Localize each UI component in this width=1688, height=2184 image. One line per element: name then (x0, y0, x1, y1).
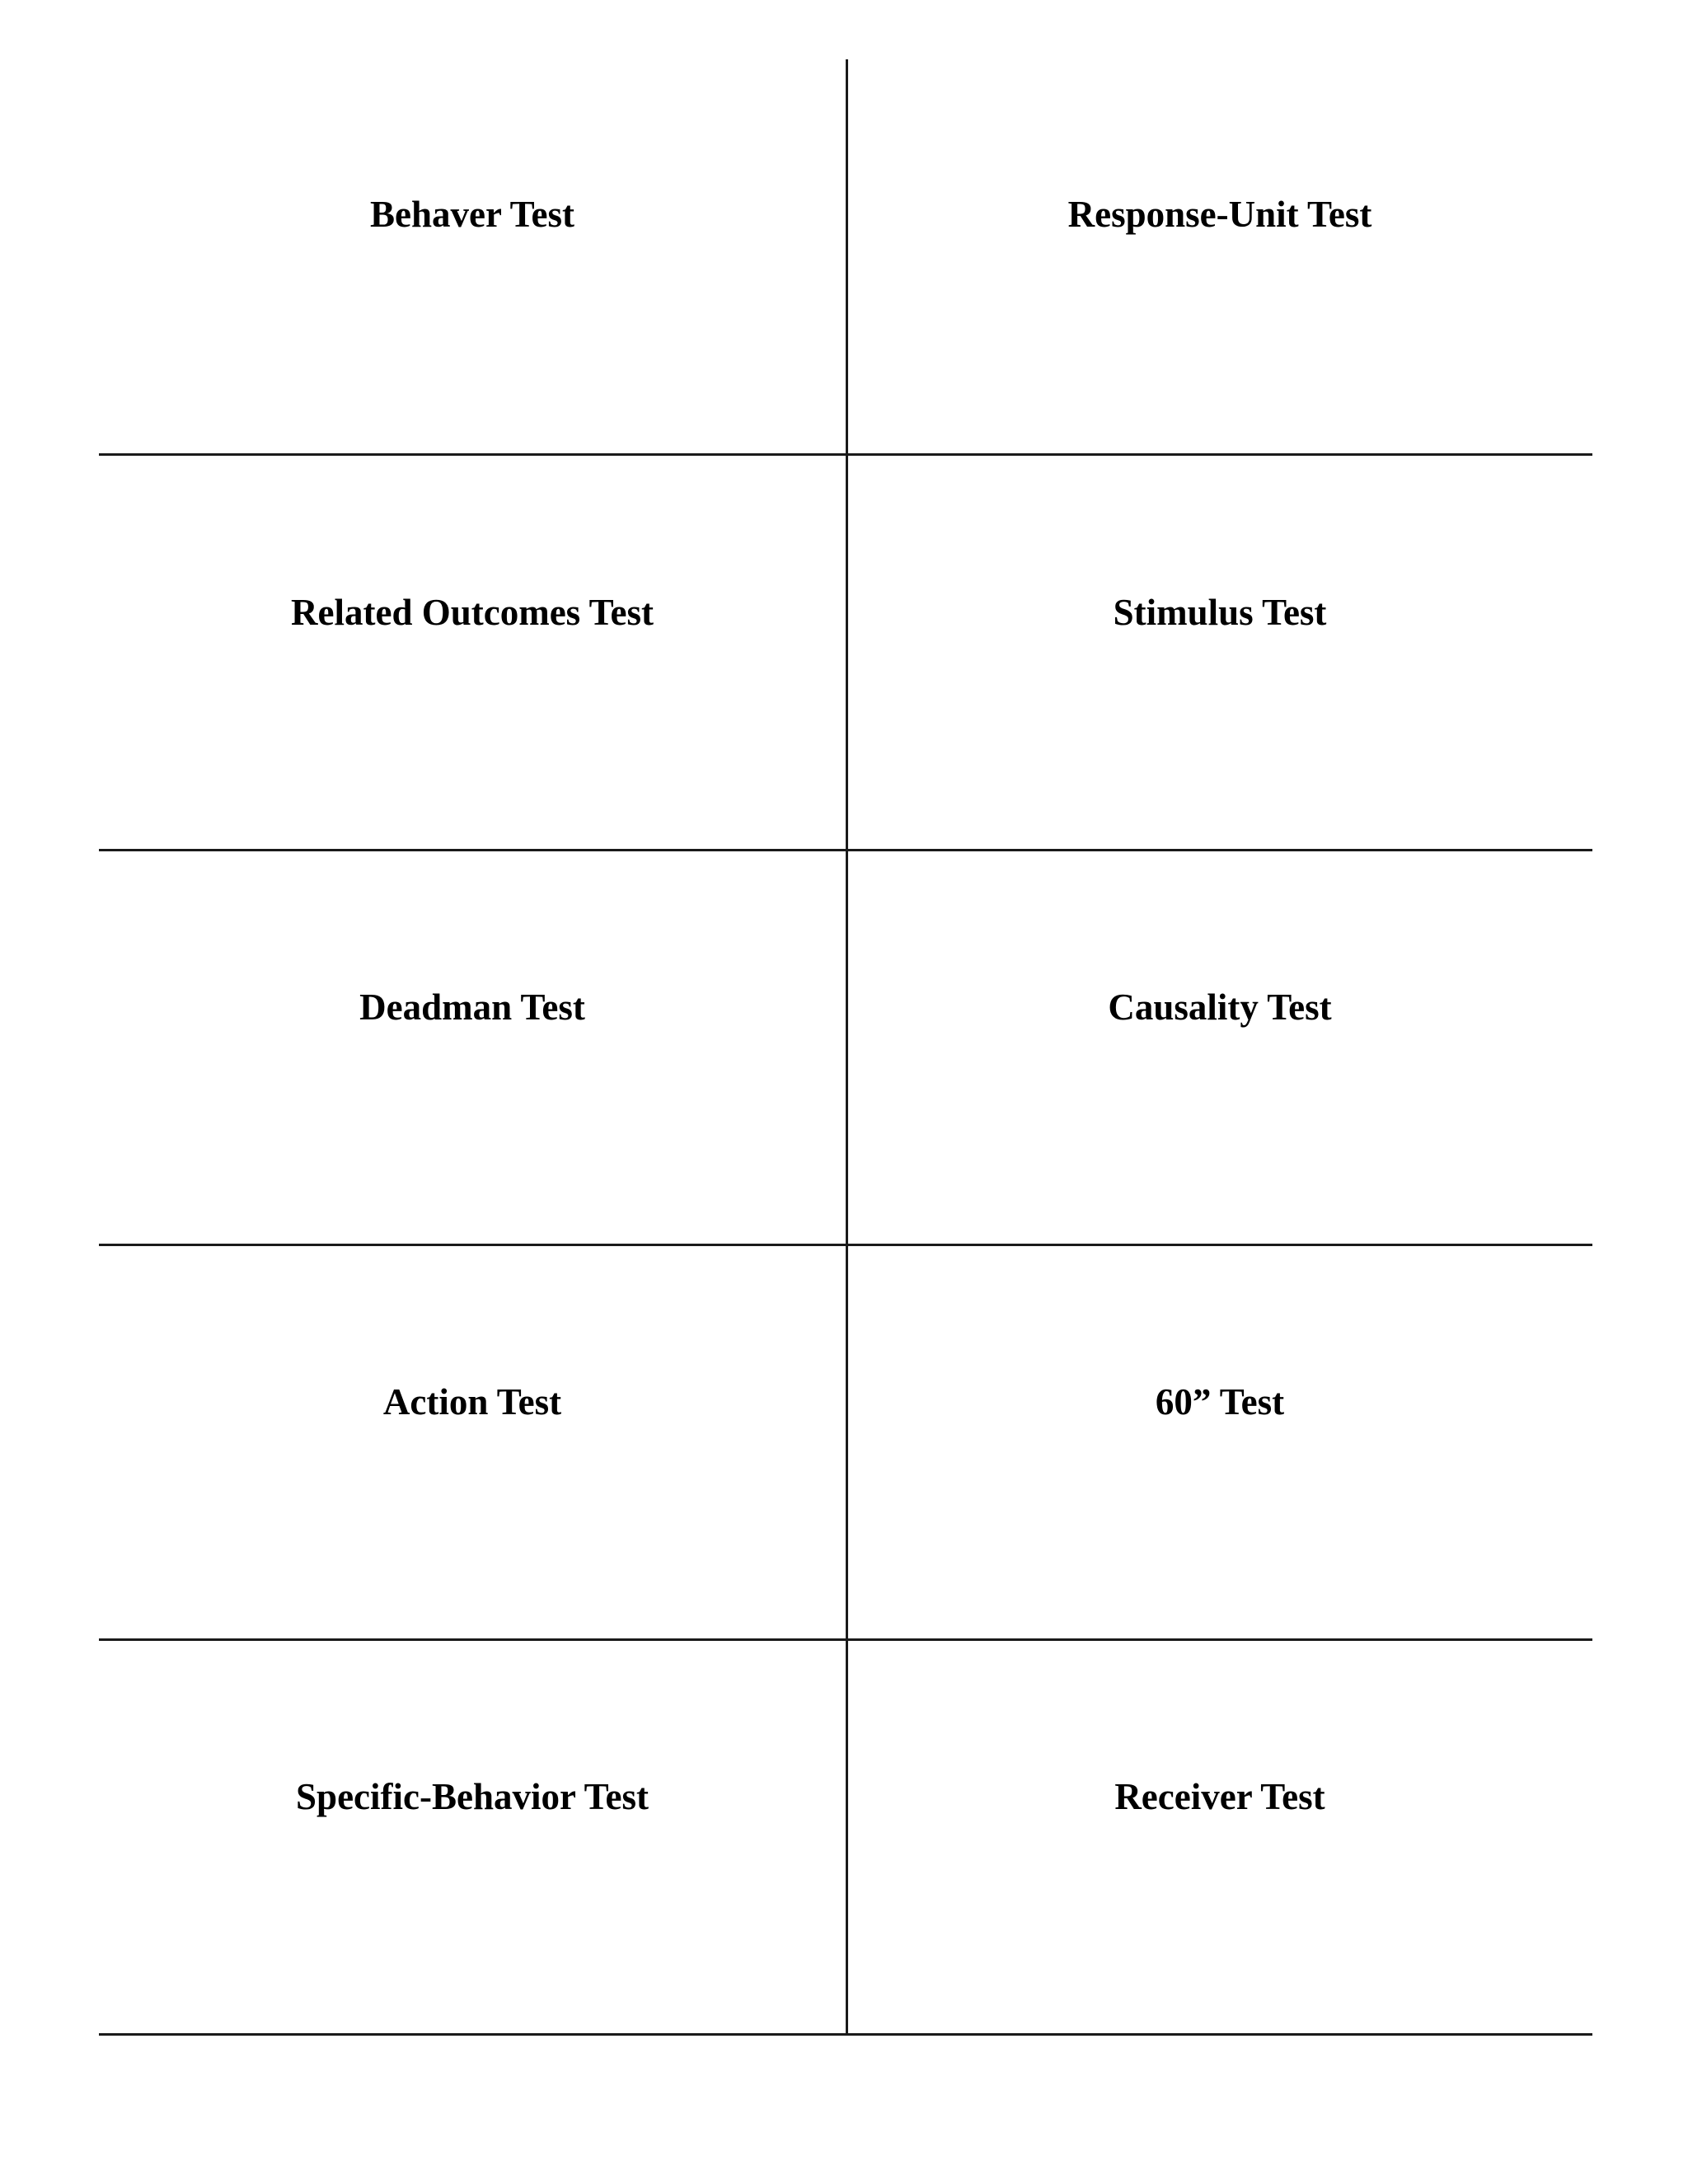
card-label-response-unit-test: Response-Unit Test (1067, 194, 1372, 235)
vertical-divider (846, 59, 848, 2035)
horizontal-divider-2 (99, 849, 1592, 851)
card-label-deadman-test: Deadman Test (359, 987, 585, 1028)
card-label-action-test: Action Test (382, 1381, 562, 1422)
card-label-specific-behavior-test: Specific-Behavior Test (296, 1776, 649, 1817)
card-label-stimulus-test: Stimulus Test (1113, 592, 1327, 633)
horizontal-divider-5 (99, 2033, 1592, 2036)
card-label-behaver-test: Behaver Test (370, 194, 574, 235)
card-label-causality-test: Causality Test (1108, 987, 1332, 1028)
horizontal-divider-3 (99, 1244, 1592, 1246)
card-label-60-test: 60” Test (1155, 1381, 1285, 1422)
card-label-related-outcomes-test: Related Outcomes Test (291, 592, 654, 633)
card-label-receiver-test: Receiver Test (1114, 1776, 1325, 1817)
horizontal-divider-1 (99, 453, 1592, 456)
horizontal-divider-4 (99, 1638, 1592, 1641)
